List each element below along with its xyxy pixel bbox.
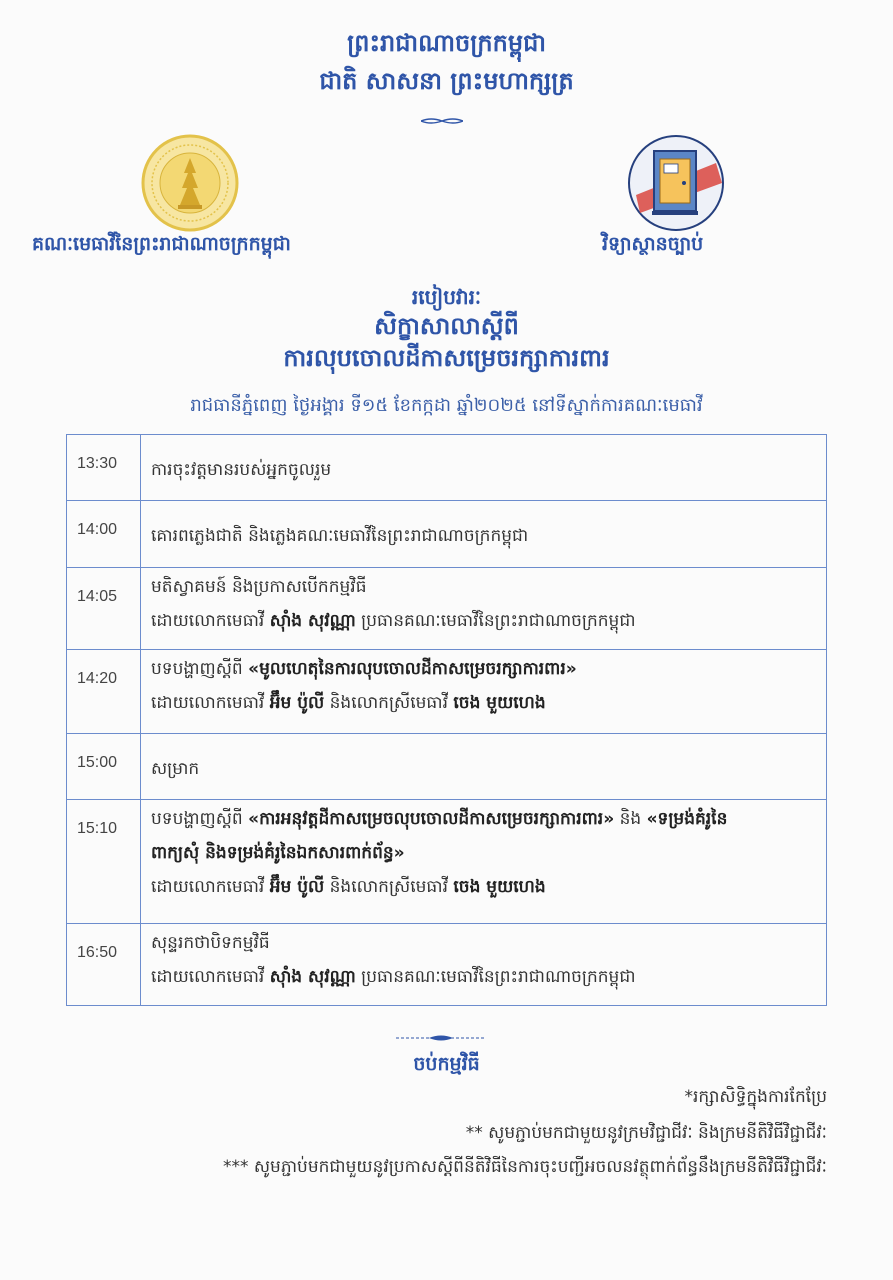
- agenda-label: របៀបវារៈ: [411, 285, 482, 309]
- presentation-topic-continued: ពាក្យសុំ និងទម្រង់គំរូនៃឯកសារពាក់ព័ន្ធ»: [151, 843, 405, 863]
- schedule-time: 15:10: [67, 800, 141, 924]
- speaker-prefix: ដោយលោកមេធាវី: [151, 877, 270, 897]
- footnote-2: ** សូមភ្ជាប់មកជាមួយនូវក្រមវិជ្ជាជីវៈ និងក្រមនីតិវិធីវិជ្ជាជីវៈ: [465, 1123, 827, 1143]
- schedule-row: [67, 734, 827, 800]
- schedule-time: 13:30: [67, 435, 141, 501]
- ornament-divider-end: [396, 1033, 486, 1043]
- speaker-name: អ៊ឹម ប៉ូលី: [269, 877, 325, 897]
- schedule-time: 16:50: [67, 924, 141, 1006]
- footnote-3: *** សូមភ្ជាប់មកជាមួយនូវប្រកាសស្តីពីនីតិវិធីនៃការចុះបញ្ជីអចលនវត្ថុពាក់ព័ន្ធនឹងក្រមនីតិវិធីវិជ្ជាជីវៈ: [222, 1157, 827, 1177]
- schedule-row: [67, 501, 827, 568]
- schedule-activity: [151, 802, 816, 836]
- schedule-activity: ការចុះវត្តមានរបស់អ្នកចូលរួម: [151, 460, 332, 480]
- schedule-time: 14:00: [67, 501, 141, 568]
- schedule-activity: សម្រាក: [151, 759, 200, 779]
- schedule-time: 14:05: [67, 568, 141, 650]
- schedule-content: [141, 568, 827, 650]
- schedule-row: [67, 435, 827, 501]
- seminar-title: សិក្ខាសាលាស្តីពី: [374, 311, 519, 340]
- schedule-row: [67, 800, 827, 924]
- schedule-row: [67, 650, 827, 734]
- schedule-activity: មតិស្វាគមន៍ និងប្រកាសបើកកម្មវិធី: [151, 577, 367, 597]
- schedule-time: 15:00: [67, 734, 141, 800]
- schedule-activity: គោរពភ្លេងជាតិ និងភ្លេងគណៈមេធាវីនៃព្រះរាជាណាចក្រកម្ពុជា: [151, 526, 529, 546]
- presentation-topic: «ការអនុវត្តដីកាសម្រេចលុបចោលដីកាសម្រេចរក្សាការពារ»: [248, 809, 615, 829]
- speaker-name: ស៊ាំង សុវណ្ណា: [269, 967, 356, 987]
- schedule-speaker: [151, 686, 816, 720]
- presentation-topic: «មូលហេតុនៃការលុបចោលដីកាសម្រេចរក្សាការពារ»: [248, 659, 577, 679]
- speaker-prefix: ដោយលោកមេធាវី: [151, 967, 270, 987]
- schedule-activity: [151, 652, 816, 686]
- bar-association-name: គណៈមេធាវីនៃព្រះរាជាណាចក្រកម្ពុជា: [32, 233, 291, 255]
- schedule-content: [141, 924, 827, 1006]
- bar-association-seal-icon: [140, 133, 240, 233]
- schedule-activity: សុន្ទរកថាបិទកម្មវិធី: [151, 933, 270, 953]
- footnote-1: *រក្សាសិទ្ធិក្នុងការកែប្រែ: [684, 1087, 827, 1107]
- ornament-divider: [421, 116, 463, 126]
- schedule-speaker: [151, 870, 816, 904]
- speaker-name: ស៊ាំង សុវណ្ណា: [269, 611, 356, 631]
- speaker-role: ប្រធានគណៈមេធាវីនៃព្រះរាជាណាចក្រកម្ពុជា: [355, 611, 636, 631]
- schedule-content: [141, 501, 827, 568]
- schedule-table: [66, 434, 827, 1006]
- schedule-content: [141, 800, 827, 924]
- speaker-role: ប្រធានគណៈមេធាវីនៃព្រះរាជាណាចក្រកម្ពុជា: [355, 967, 636, 987]
- schedule-row: [67, 568, 827, 650]
- speaker-prefix: ដោយលោកមេធាវី: [151, 611, 270, 631]
- speaker-connector: និងលោកស្រីមេធាវី: [324, 877, 454, 897]
- schedule-content: [141, 650, 827, 734]
- seminar-subject: ការលុបចោលដីកាសម្រេចរក្សាការពារ: [283, 343, 610, 372]
- schedule-speaker: [151, 604, 816, 638]
- schedule-content: [141, 734, 827, 800]
- national-motto: ជាតិ សាសនា ព្រះមហាក្សត្រ: [319, 66, 574, 95]
- schedule-row: [67, 924, 827, 1006]
- end-of-program-label: ចប់កម្មវិធី: [413, 1053, 480, 1075]
- speaker-name-2: ចេង មួយហេង: [453, 877, 546, 897]
- presentation-prefix: បទបង្ហាញស្តីពី: [151, 809, 249, 829]
- schedule-time: 14:20: [67, 650, 141, 734]
- law-institute-name: វិទ្យាស្ថានច្បាប់: [602, 233, 704, 255]
- speaker-prefix: ដោយលោកមេធាវី: [151, 693, 270, 713]
- presentation-connector: និង: [614, 809, 647, 829]
- speaker-name-2: ចេង មួយហេង: [453, 693, 546, 713]
- presentation-topic-2: «ទម្រង់គំរូនៃ: [646, 809, 728, 829]
- venue-date-line: រាជធានីភ្នំពេញ ថ្ងៃអង្គារ ទី១៥ ខែកក្កដា ឆ្នាំ២០២៥ នៅទីស្នាក់ការគណៈមេធាវី: [190, 395, 703, 416]
- law-institute-logo-icon: [626, 133, 726, 233]
- speaker-name: អ៊ឹម ប៉ូលី: [269, 693, 325, 713]
- presentation-prefix: បទបង្ហាញស្តីពី: [151, 659, 249, 679]
- speaker-connector: និងលោកស្រីមេធាវី: [324, 693, 454, 713]
- kingdom-title: ព្រះរាជាណាចក្រកម្ពុជា: [347, 28, 546, 57]
- schedule-content: [141, 435, 827, 501]
- schedule-speaker: [151, 960, 816, 994]
